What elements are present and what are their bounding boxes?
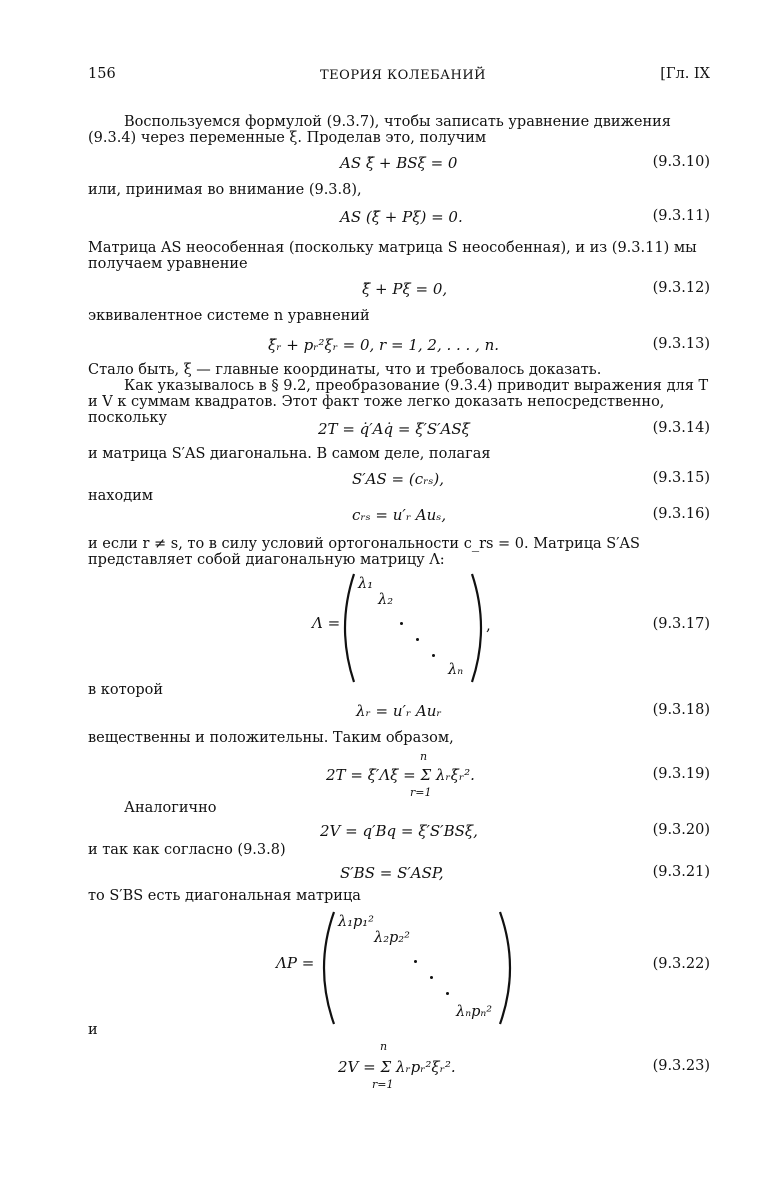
equation-9-3-16: cᵣₛ = u′ᵣ Auₛ, bbox=[352, 506, 447, 524]
equation-9-3-22: ΛP = bbox=[276, 954, 315, 972]
paragraph-10: в которой bbox=[88, 682, 163, 698]
equation-number: (9.3.19) bbox=[652, 766, 710, 782]
paragraph-15: и bbox=[88, 1022, 98, 1038]
paragraph-7: и матрица S′AS диагональна. В самом деле, полагая bbox=[88, 446, 491, 462]
equation-9-3-20: 2V = q′Bq = ξ′S′BSξ, bbox=[320, 822, 478, 840]
matrix-lambda-p bbox=[318, 910, 518, 1026]
matrix-lambda bbox=[340, 572, 490, 684]
matrix-entry-lambda-1: λ₁ bbox=[358, 576, 374, 592]
equation-number: (9.3.11) bbox=[652, 208, 710, 224]
equation-number: (9.3.13) bbox=[652, 336, 710, 352]
paragraph-11: вещественны и положительны. Таким образом, bbox=[88, 730, 454, 746]
paragraph-13: и так как согласно (9.3.8) bbox=[88, 842, 286, 858]
paragraph-1: Воспользуемся формулой (9.3.7), чтобы записать уравнение движения (9.3.4) через переменные ξ. Проделав это, получим bbox=[88, 114, 671, 146]
equation-9-3-23: 2V = Σ λᵣpᵣ²ξᵣ². bbox=[338, 1058, 456, 1076]
equation-9-3-12: ξ̈ + Pξ = 0, bbox=[362, 280, 448, 298]
equation-number: (9.3.14) bbox=[652, 420, 710, 436]
matrix-dot bbox=[432, 654, 435, 657]
matrix-trailing-comma: , bbox=[486, 616, 491, 634]
matrix-dot bbox=[400, 622, 403, 625]
equation-number: (9.3.20) bbox=[652, 822, 710, 838]
equation-number: (9.3.15) bbox=[652, 470, 710, 486]
paragraph-4: эквивалентное системе n уравнений bbox=[88, 308, 370, 324]
equation-9-3-10: AS ξ̈ + BSξ = 0 bbox=[340, 154, 458, 172]
matrix-entry-lambda-n: λₙ bbox=[448, 662, 464, 678]
equation-9-3-11: AS (ξ̈ + Pξ) = 0. bbox=[340, 208, 463, 226]
equation-9-3-19: 2T = ξ̇′Λξ̇ = Σ λᵣξ̇ᵣ². bbox=[326, 766, 475, 784]
sum-upper-limit: n bbox=[380, 1040, 388, 1053]
equation-number: (9.3.16) bbox=[652, 506, 710, 522]
paragraph-5: Стало быть, ξ — главные координаты, что и требовалось доказать. bbox=[88, 362, 602, 378]
paragraph-2: или, принимая во внимание (9.3.8), bbox=[88, 182, 362, 198]
matrix-dot bbox=[414, 960, 417, 963]
running-title: ТЕОРИЯ КОЛЕБАНИЙ bbox=[320, 68, 486, 83]
equation-9-3-17: Λ = bbox=[312, 614, 341, 632]
equation-9-3-15: S′AS = (cᵣₛ), bbox=[352, 470, 445, 488]
sum-lower-limit: r=1 bbox=[410, 786, 432, 799]
equation-number: (9.3.23) bbox=[652, 1058, 710, 1074]
equation-number: (9.3.22) bbox=[652, 956, 710, 972]
equation-9-3-14: 2T = q̇′Aq̇ = ξ̇′S′ASξ̇ bbox=[318, 420, 470, 438]
equation-9-3-13: ξ̈ᵣ + pᵣ²ξᵣ = 0, r = 1, 2, . . . , n. bbox=[268, 336, 500, 354]
equation-number: (9.3.18) bbox=[652, 702, 710, 718]
equation-number: (9.3.10) bbox=[652, 154, 710, 170]
paragraph-8: находим bbox=[88, 488, 154, 504]
matrix-entry-lambda-n-p-n: λₙpₙ² bbox=[456, 1004, 493, 1020]
page-number: 156 bbox=[88, 66, 116, 82]
equation-number: (9.3.12) bbox=[652, 280, 710, 296]
matrix-dot bbox=[416, 638, 419, 641]
paragraph-12: Аналогично bbox=[124, 800, 217, 816]
equation-9-3-18: λᵣ = u′ᵣ Auᵣ bbox=[356, 702, 442, 720]
paragraph-6: Как указывалось в § 9.2, преобразование (9.3.4) приводит выражения для T и V к суммам квадратов. Этот факт тоже легко доказать непосредственно, поскольку bbox=[88, 378, 709, 426]
sum-lower-limit: r=1 bbox=[372, 1078, 394, 1091]
matrix-dot bbox=[446, 992, 449, 995]
matrix-entry-lambda-2: λ₂ bbox=[378, 592, 394, 608]
equation-number: (9.3.17) bbox=[652, 616, 710, 632]
matrix-entry-lambda-2-p-2: λ₂p₂² bbox=[374, 930, 410, 946]
chapter-label: [Гл. IX bbox=[660, 66, 710, 82]
paragraph-9: и если r ≠ s, то в силу условий ортогональности c_rs = 0. Матрица S′AS представляет собой диагональную матрицу Λ: bbox=[88, 536, 640, 568]
equation-number: (9.3.21) bbox=[652, 864, 710, 880]
sum-upper-limit: n bbox=[420, 750, 428, 763]
matrix-entry-lambda-1-p-1: λ₁p₁² bbox=[338, 914, 374, 930]
matrix-dot bbox=[430, 976, 433, 979]
paragraph-14: то S′BS есть диагональная матрица bbox=[88, 888, 361, 904]
paragraph-3: Матрица AS неособенная (поскольку матрица S неособенная), и из (9.3.11) мы получаем уравнение bbox=[88, 240, 697, 272]
equation-9-3-21: S′BS = S′ASP, bbox=[340, 864, 444, 882]
